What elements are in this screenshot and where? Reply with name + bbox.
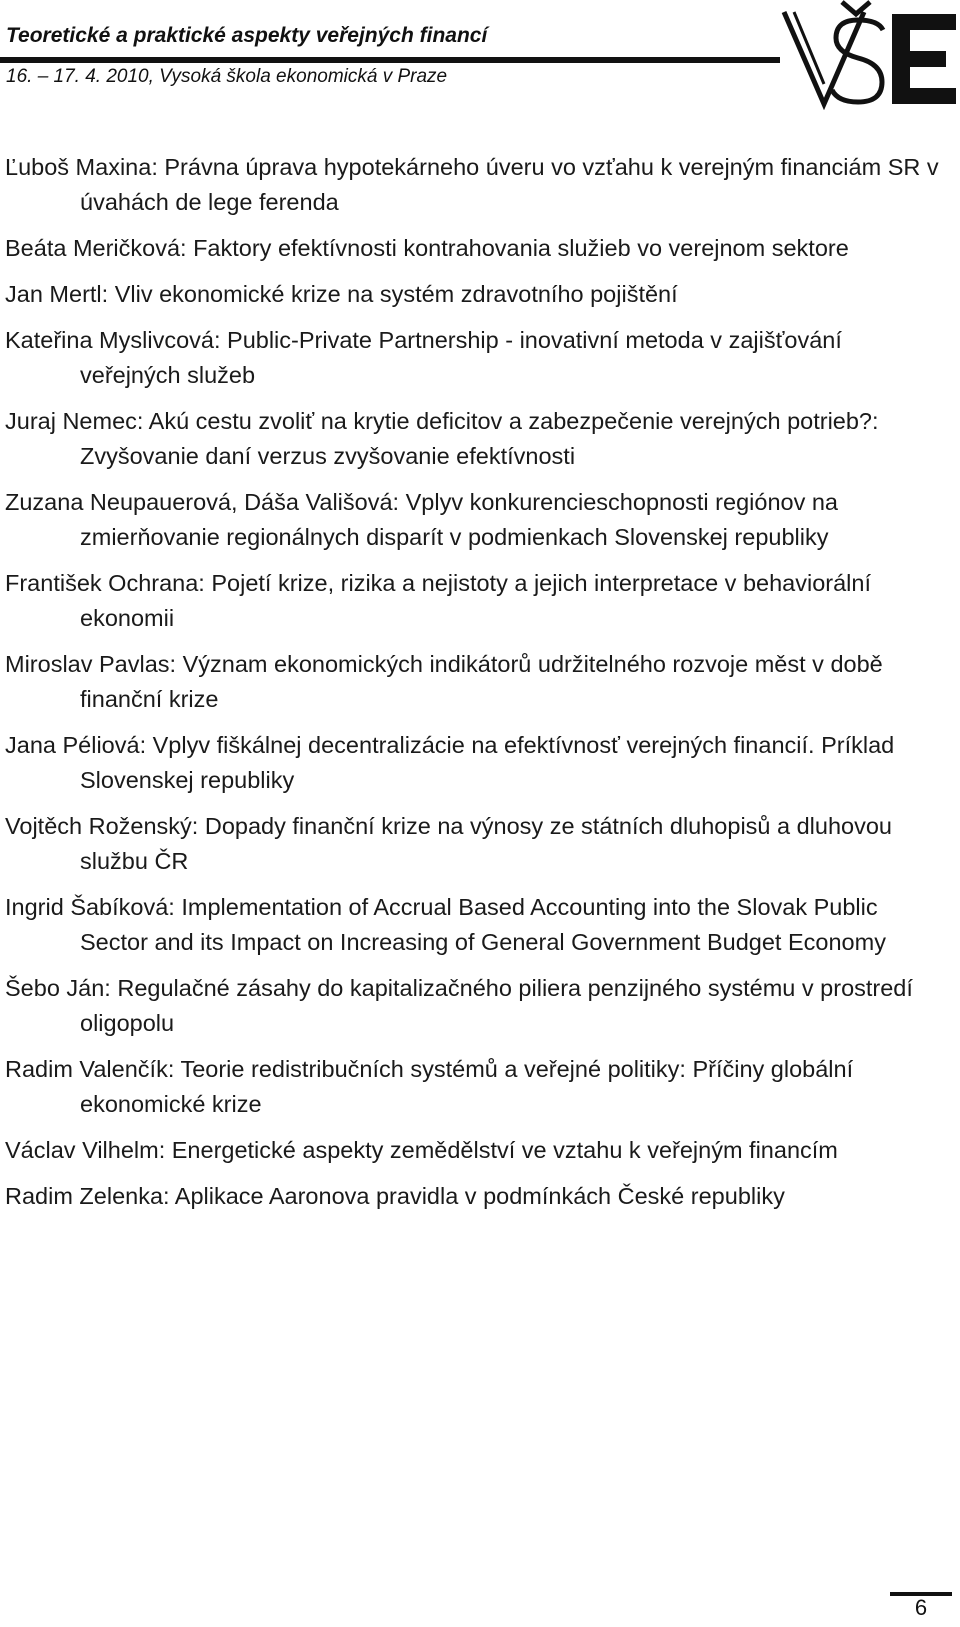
list-item: Vojtěch Roženský: Dopady finanční krize na výnosy ze státních dluhopisů a dluhovou službu ČR: [5, 813, 892, 874]
list-item: Juraj Nemec: Akú cestu zvoliť na krytie deficitov a zabezpečenie verejných potrieb?: Zvyšovanie daní verzus zvyšovanie efektívnosti: [5, 408, 879, 469]
list-item: Zuzana Neupauerová, Dáša Vališová: Vplyv konkurencieschopnosti regiónov na zmierňovanie regionálnych disparít v podmienkach Slovenskej republiky: [5, 489, 838, 550]
list-item: Ľuboš Maxina: Právna úprava hypotekárneho úveru vo vzťahu k verejným financiám SR v úvahách de lege ferenda: [5, 154, 939, 215]
list-item: Radim Zelenka: Aplikace Aaronova pravidla v podmínkách České republiky: [5, 1183, 785, 1209]
page-header: [0, 0, 960, 110]
list-item: Beáta Meričková: Faktory efektívnosti kontrahovania služieb vo verejnom sektore: [5, 235, 849, 261]
conference-title: Teoretické a praktické aspekty veřejných financí: [6, 24, 488, 47]
list-item: Šebo Ján: Regulačné zásahy do kapitalizačného piliera penzijného systému v prostredí oligopolu: [5, 975, 913, 1036]
list-item: Miroslav Pavlas: Význam ekonomických indikátorů udržitelného rozvoje měst v době finanční krize: [5, 651, 883, 712]
list-item: František Ochrana: Pojetí krize, rizika a nejistoty a jejich interpretace v behaviorální ekonomii: [5, 570, 871, 631]
list-item: Ingrid Šabíková: Implementation of Accrual Based Accounting into the Slovak Public Sector and its Impact on Increasing of General Government Budget Economy: [5, 894, 886, 955]
conference-date: 16. – 17. 4. 2010, Vysoká škola ekonomická v Praze: [6, 66, 448, 87]
page-number: 6: [914, 1595, 928, 1620]
vse-logo: [780, 0, 960, 110]
paper-list: [0, 150, 940, 1225]
list-item: Jan Mertl: Vliv ekonomické krize na systém zdravotního pojištění: [5, 281, 678, 307]
list-item: Jana Péliová: Vplyv fiškálnej decentralizácie na efektívnosť verejných financií. Príklad Slovenskej republiky: [5, 732, 895, 793]
list-item: Radim Valenčík: Teorie redistribučních systémů a veřejné politiky: Příčiny globální ekonomické krize: [5, 1056, 854, 1117]
list-item: Kateřina Myslivcová: Public-Private Partnership - inovativní metoda v zajišťování veřejných služeb: [5, 327, 842, 388]
list-item: Václav Vilhelm: Energetické aspekty zemědělství ve vztahu k veřejným financím: [5, 1137, 838, 1163]
header-divider: [0, 57, 780, 63]
